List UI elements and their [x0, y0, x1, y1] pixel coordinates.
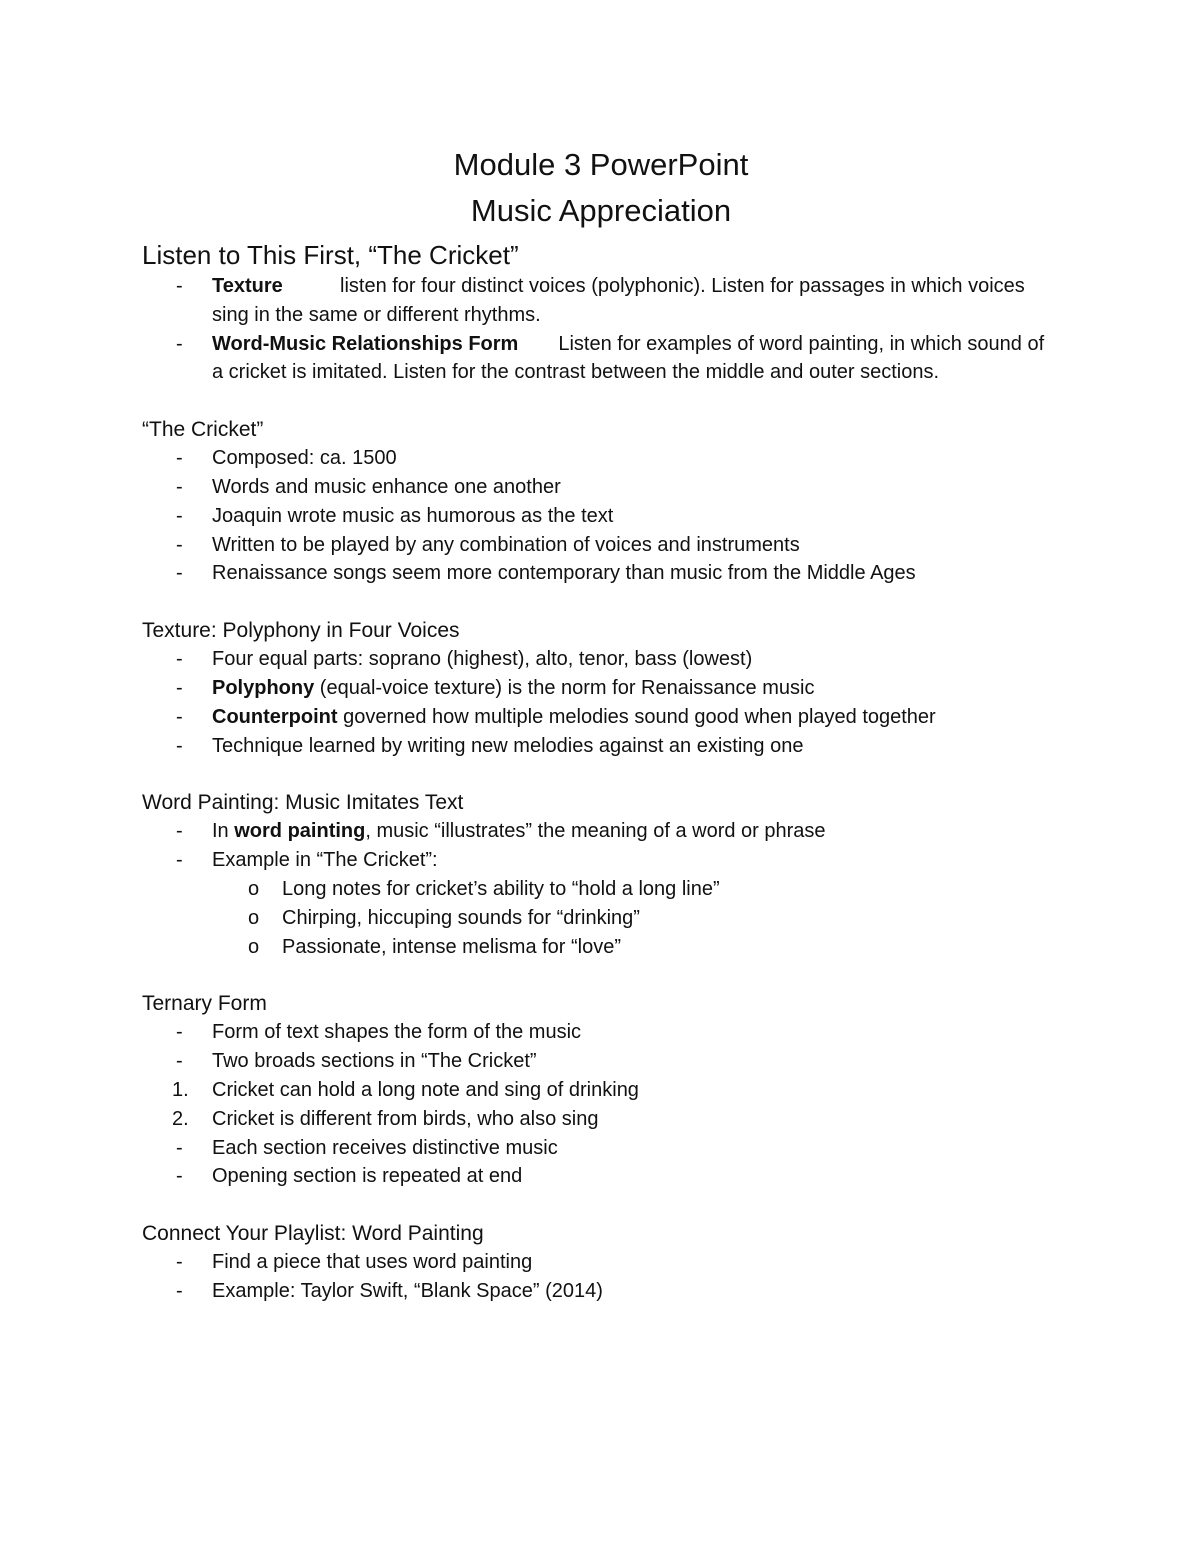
dash-marker: - — [176, 705, 183, 728]
dash-marker: - — [176, 849, 183, 872]
polyphony-term: Polyphony — [212, 676, 315, 699]
section-texture — [142, 616, 1060, 760]
list-item — [142, 330, 1060, 388]
texture-text: listen for four distinct voices (polyphonic). Listen for passages in which voices sing in the same or different rhythms. — [212, 275, 1025, 326]
section-heading: Listen to This First, “The Cricket” — [142, 240, 519, 270]
section-word-painting — [142, 788, 1060, 961]
number-marker: 1. — [172, 1078, 189, 1101]
section-heading: Texture: Polyphony in Four Voices — [142, 619, 460, 643]
dash-marker: - — [176, 447, 183, 470]
list-item: - Written to be played by any combination of voices and instruments — [142, 531, 1060, 560]
section-heading: Connect Your Playlist: Word Painting — [142, 1222, 484, 1246]
dash-marker: - — [176, 1021, 183, 1044]
number-marker: 2. — [172, 1107, 189, 1130]
section-listen-first — [142, 238, 1060, 387]
section-the-cricket — [142, 415, 1060, 588]
sub-list-item: o Passionate, intense melisma for “love” — [142, 933, 1060, 962]
cricket-list — [142, 444, 1060, 588]
dash-marker: - — [176, 332, 183, 355]
list-item: - Example in “The Cricket”: — [142, 846, 1060, 875]
list-item — [142, 272, 1060, 330]
circle-marker: o — [248, 877, 260, 900]
dash-marker: - — [176, 1050, 183, 1073]
list-item: - Joaquin wrote music as humorous as the text — [142, 502, 1060, 531]
list-item: - Find a piece that uses word painting — [142, 1248, 1060, 1277]
list-item: - Opening section is repeated at end — [142, 1162, 1060, 1191]
sub-list-item: o Chirping, hiccuping sounds for “drinking” — [142, 904, 1060, 933]
document-title: Module 3 PowerPoint — [453, 147, 749, 182]
dash-marker: - — [176, 648, 183, 671]
section-ternary-form — [142, 989, 1060, 1191]
dash-marker: - — [176, 1136, 183, 1159]
section-heading: Word Painting: Music Imitates Text — [142, 791, 464, 815]
list-item: - Each section receives distinctive music — [142, 1134, 1060, 1163]
playlist-list — [142, 1248, 1060, 1306]
dash-marker: - — [176, 676, 183, 699]
intro-list — [142, 272, 1060, 387]
section-playlist — [142, 1219, 1060, 1306]
dash-marker: - — [176, 275, 183, 297]
section-heading: Ternary Form — [142, 992, 267, 1016]
list-item: - Form of text shapes the form of the music — [142, 1018, 1060, 1047]
document-subtitle: Music Appreciation — [470, 193, 732, 228]
texture-label: Texture — [212, 275, 283, 297]
word-painting-list — [142, 817, 1060, 961]
word-music-text: Listen for examples of word painting, in which sound of a cricket is imitated. Listen for the contrast between the middle and outer sections. — [212, 332, 1045, 384]
list-item: - Two broads sections in “The Cricket” — [142, 1047, 1060, 1076]
numbered-item: 2. Cricket is different from birds, who also sing — [142, 1105, 1060, 1134]
circle-marker: o — [248, 906, 260, 929]
dash-marker: - — [176, 820, 183, 843]
list-item: - Polyphony (equal-voice texture) is the norm for Renaissance music — [142, 674, 1060, 703]
numbered-item: 1. Cricket can hold a long note and sing of drinking — [142, 1076, 1060, 1105]
dash-marker: - — [176, 533, 183, 556]
dash-marker: - — [176, 1279, 183, 1302]
counterpoint-term: Counterpoint — [212, 705, 338, 728]
dash-marker: - — [176, 475, 183, 498]
dash-marker: - — [176, 1165, 183, 1188]
ternary-list — [142, 1018, 1060, 1191]
word-painting-term: word painting — [234, 820, 366, 843]
circle-marker: o — [248, 935, 260, 958]
dash-marker: - — [176, 1251, 183, 1274]
section-heading: “The Cricket” — [142, 418, 264, 442]
dash-marker: - — [176, 734, 183, 757]
sub-list-item: o Long notes for cricket’s ability to “hold a long line” — [142, 875, 1060, 904]
list-item: - Renaissance songs seem more contemporary than music from the Middle Ages — [142, 559, 1060, 588]
list-item: - Words and music enhance one another — [142, 473, 1060, 502]
word-music-label: Word-Music Relationships Form — [212, 332, 519, 355]
dash-marker: - — [176, 562, 183, 585]
list-item: - Counterpoint governed how multiple melodies sound good when played together — [142, 703, 1060, 732]
dash-marker: - — [176, 504, 183, 527]
list-item: - Example: Taylor Swift, “Blank Space” (2014) — [142, 1277, 1060, 1306]
list-item: - In word painting, music “illustrates” the meaning of a word or phrase — [142, 817, 1060, 846]
list-item: - Composed: ca. 1500 — [142, 444, 1060, 473]
list-item: - Four equal parts: soprano (highest), alto, tenor, bass (lowest) — [142, 645, 1060, 674]
texture-list — [142, 645, 1060, 760]
list-item: - Technique learned by writing new melodies against an existing one — [142, 732, 1060, 761]
